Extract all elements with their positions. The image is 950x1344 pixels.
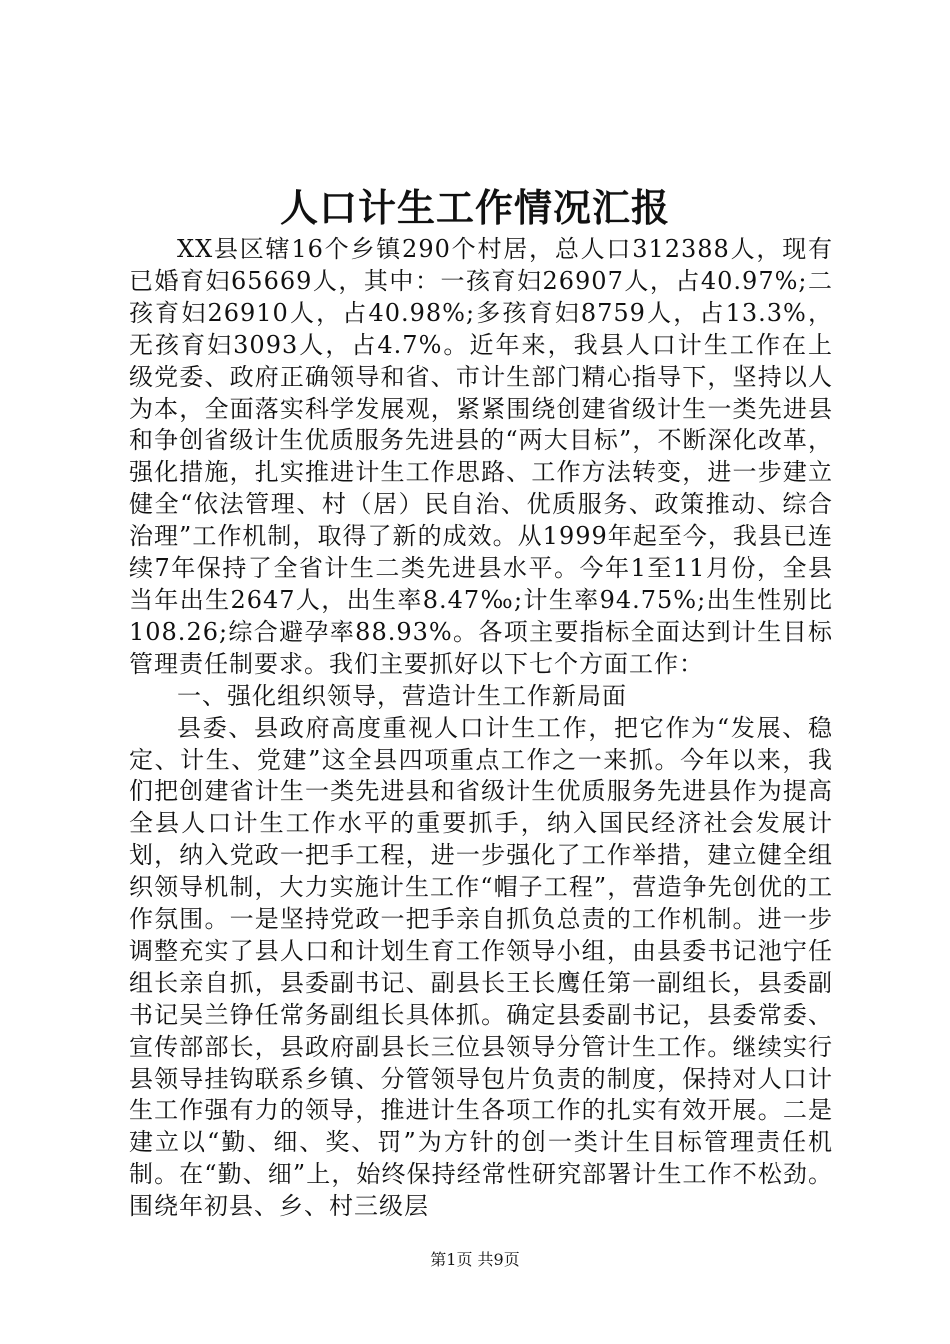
paragraph-section-1: 县委、县政府高度重视人口计生工作，把它作为“发展、稳定、计生、党建”这全县四项重点工作之一来抓。今年以来，我们把创建省计生一类先进县和省级计生优质服务先进县作为提高全县人口计生工作水平的重要抓手，纳入国民经济社会发展计划，纳入党政一把手工程，进一步强化了工作举措，建立健全组织领导机制，大力实施计生工作“帽子工程”，营造争先创优的工作氛围。一是坚持党政一把手亲自抓负总责的工作机制。进一步调整充实了县人口和计划生育工作领导小组，由县委书记池宁任组长亲自抓，县委副书记、副县长王长鹰任第一副组长，县委副书记吴兰铮任常务副组长具体抓。确定县委副书记，县委常委、宣传部部长，县政府副县长三位县领导分管计生工作。继续实行县领导挂钩联系乡镇、分管领导包片负责的制度，保持对人口计生工作强有力的领导，推进计生各项工作的扎实有效开展。二是建立以“勤、细、奖、罚”为方针的创一类计生目标管理责任机制。在“勤、细”上，始终保持经常性研究部署计生工作不松劲。围绕年初县、乡、村三级层 xyxy=(129,713,833,1221)
page-number-footer: 第1页 共9页 xyxy=(430,1250,520,1269)
document-body xyxy=(129,234,833,1223)
section-heading-1: 一、强化组织领导，营造计生工作新局面 xyxy=(177,681,627,710)
paragraph-intro: XX县区辖16个乡镇290个村居，总人口312388人，现有已婚育妇65669人，其中：一孩育妇26907人，占40.97%;二孩育妇26910人，占40.98%;多孩育妇8759人，占13.3%，无孩育妇3093人，占4.7%。近年来，我县人口计生工作在上级党委、政府正确领导和省、市计生部门精心指导下，坚持以人为本，全面落实科学发展观，紧紧围绕创建省级计生一类先进县和争创省级计生优质服务先进县的“两大目标”，不断深化改革，强化措施，扎实推进计生工作思路、工作方法转变，进一步建立健全“依法管理、村（居）民自治、优质服务、政策推动、综合治理”工作机制，取得了新的成效。从1999年起至今，我县已连续7年保持了全省计生二类先进县水平。今年1至11月份，全县当年出生2647人，出生率8.47‰;计生率94.75%;出生性别比108.26;综合避孕率88.93%。各项主要指标全面达到计生目标管理责任制要求。我们主要抓好以下七个方面工作： xyxy=(129,235,833,678)
document-title: 人口计生工作情况汇报 xyxy=(279,185,670,230)
